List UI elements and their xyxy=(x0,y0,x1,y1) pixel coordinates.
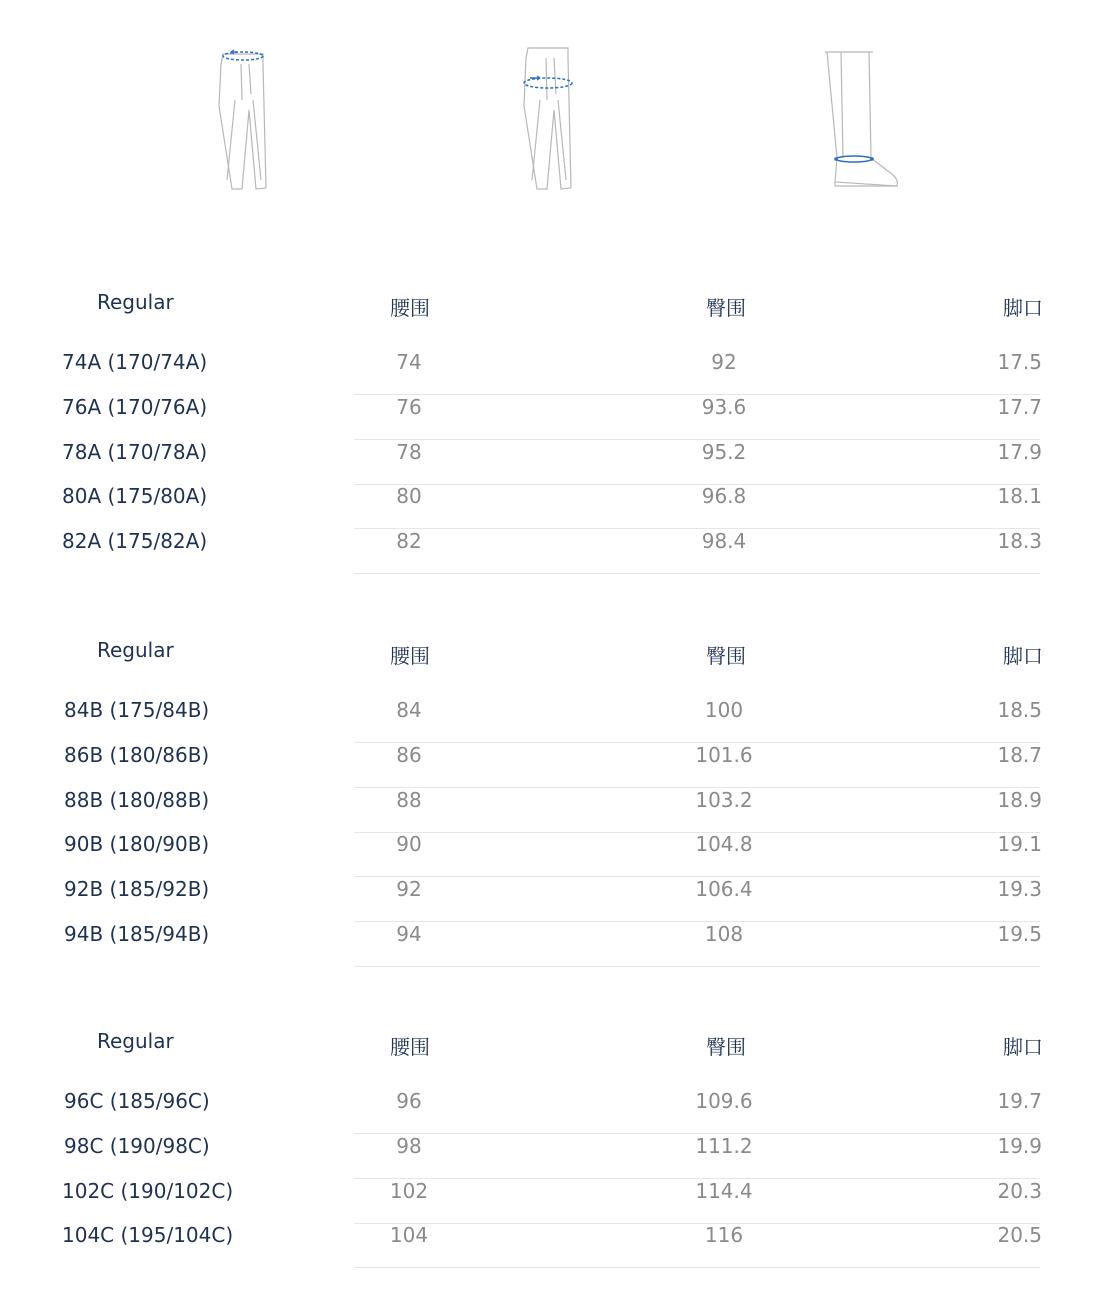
table-row xyxy=(0,922,1106,967)
size-cell: 96C (185/96C) xyxy=(64,1089,210,1113)
fit-label: Regular xyxy=(97,638,174,662)
waist-cell: 86 xyxy=(396,743,422,767)
size-cell: 98C (190/98C) xyxy=(64,1134,210,1158)
table-row xyxy=(0,350,1106,395)
table-row xyxy=(0,832,1106,877)
row-divider xyxy=(354,966,1040,967)
hem-header: 脚口 xyxy=(1003,296,1043,320)
table-row xyxy=(0,1179,1106,1224)
hem-cell: 17.7 xyxy=(997,395,1042,419)
hip-cell: 101.6 xyxy=(695,743,753,767)
waist-cell: 80 xyxy=(396,484,422,508)
waist-cell: 78 xyxy=(396,440,422,464)
table-row xyxy=(0,395,1106,440)
hem-cell: 18.5 xyxy=(997,698,1042,722)
size-cell: 90B (180/90B) xyxy=(64,832,210,856)
table-row xyxy=(0,440,1106,485)
hem-cell: 18.9 xyxy=(997,788,1042,812)
table-row xyxy=(0,1089,1106,1134)
hip-cell: 108 xyxy=(704,922,744,946)
hip-header: 臀围 xyxy=(706,644,746,668)
size-cell: 82A (175/82A) xyxy=(62,529,208,553)
size-cell: 104C (195/104C) xyxy=(62,1223,234,1247)
table-header xyxy=(0,1029,1106,1069)
hip-cell: 93.6 xyxy=(701,395,747,419)
waist-cell: 102 xyxy=(389,1179,429,1203)
hem-cell: 18.3 xyxy=(997,529,1042,553)
hip-cell: 104.8 xyxy=(695,832,753,856)
hip-cell: 116 xyxy=(704,1223,744,1247)
waist-cell: 94 xyxy=(396,922,422,946)
hip-cell: 96.8 xyxy=(701,484,747,508)
size-cell: 102C (190/102C) xyxy=(62,1179,234,1203)
waist-cell: 104 xyxy=(389,1223,429,1247)
size-cell: 74A (170/74A) xyxy=(62,350,208,374)
waist-cell: 82 xyxy=(396,529,422,553)
fit-label: Regular xyxy=(97,1029,174,1053)
waist-cell: 98 xyxy=(396,1134,422,1158)
size-cell: 92B (185/92B) xyxy=(64,877,210,901)
table-row xyxy=(0,698,1106,743)
hip-measure-icon xyxy=(510,40,582,195)
waist-header: 腰围 xyxy=(390,1035,430,1059)
hip-header: 臀围 xyxy=(706,296,746,320)
table-row xyxy=(0,788,1106,833)
hip-cell: 114.4 xyxy=(695,1179,753,1203)
hem-cell: 19.7 xyxy=(997,1089,1042,1113)
table-row xyxy=(0,743,1106,788)
hem-header: 脚口 xyxy=(1003,1035,1043,1059)
row-divider xyxy=(354,573,1040,574)
size-cell: 88B (180/88B) xyxy=(64,788,210,812)
hem-cell: 20.5 xyxy=(997,1223,1042,1247)
fit-label: Regular xyxy=(97,290,174,314)
waist-cell: 76 xyxy=(396,395,422,419)
size-cell: 94B (185/94B) xyxy=(64,922,210,946)
hip-cell: 111.2 xyxy=(695,1134,753,1158)
hem-cell: 17.5 xyxy=(997,350,1042,374)
table-header xyxy=(0,290,1106,330)
size-table-a xyxy=(0,290,1106,553)
table-row xyxy=(0,1134,1106,1179)
table-row xyxy=(0,877,1106,922)
table-row xyxy=(0,484,1106,529)
table-row xyxy=(0,1223,1106,1268)
hip-cell: 109.6 xyxy=(695,1089,753,1113)
hem-header: 脚口 xyxy=(1003,644,1043,668)
hem-measure-icon xyxy=(815,40,905,195)
size-cell: 80A (175/80A) xyxy=(62,484,208,508)
size-cell: 76A (170/76A) xyxy=(62,395,208,419)
hem-cell: 18.1 xyxy=(997,484,1042,508)
hip-cell: 100 xyxy=(704,698,744,722)
hem-cell: 17.9 xyxy=(997,440,1042,464)
waist-header: 腰围 xyxy=(390,644,430,668)
hip-cell: 106.4 xyxy=(695,877,753,901)
waist-cell: 88 xyxy=(396,788,422,812)
hip-cell: 98.4 xyxy=(701,529,747,553)
waist-cell: 90 xyxy=(396,832,422,856)
hip-cell: 103.2 xyxy=(695,788,753,812)
hip-cell: 95.2 xyxy=(701,440,747,464)
row-divider xyxy=(354,1267,1040,1268)
size-cell: 84B (175/84B) xyxy=(64,698,210,722)
hem-cell: 19.9 xyxy=(997,1134,1042,1158)
waist-header: 腰围 xyxy=(390,296,430,320)
hip-cell: 92 xyxy=(711,350,737,374)
size-cell: 86B (180/86B) xyxy=(64,743,210,767)
hem-cell: 19.5 xyxy=(997,922,1042,946)
size-table-c xyxy=(0,1029,1106,1247)
hem-cell: 20.3 xyxy=(997,1179,1042,1203)
hip-header: 臀围 xyxy=(706,1035,746,1059)
waist-cell: 96 xyxy=(396,1089,422,1113)
size-table-b xyxy=(0,638,1106,946)
size-cell: 78A (170/78A) xyxy=(62,440,208,464)
waist-cell: 74 xyxy=(396,350,422,374)
waist-cell: 84 xyxy=(396,698,422,722)
hem-cell: 18.7 xyxy=(997,743,1042,767)
hem-cell: 19.1 xyxy=(997,832,1042,856)
waist-measure-icon xyxy=(205,40,277,195)
table-header xyxy=(0,638,1106,678)
waist-cell: 92 xyxy=(396,877,422,901)
hem-cell: 19.3 xyxy=(997,877,1042,901)
table-row xyxy=(0,529,1106,574)
